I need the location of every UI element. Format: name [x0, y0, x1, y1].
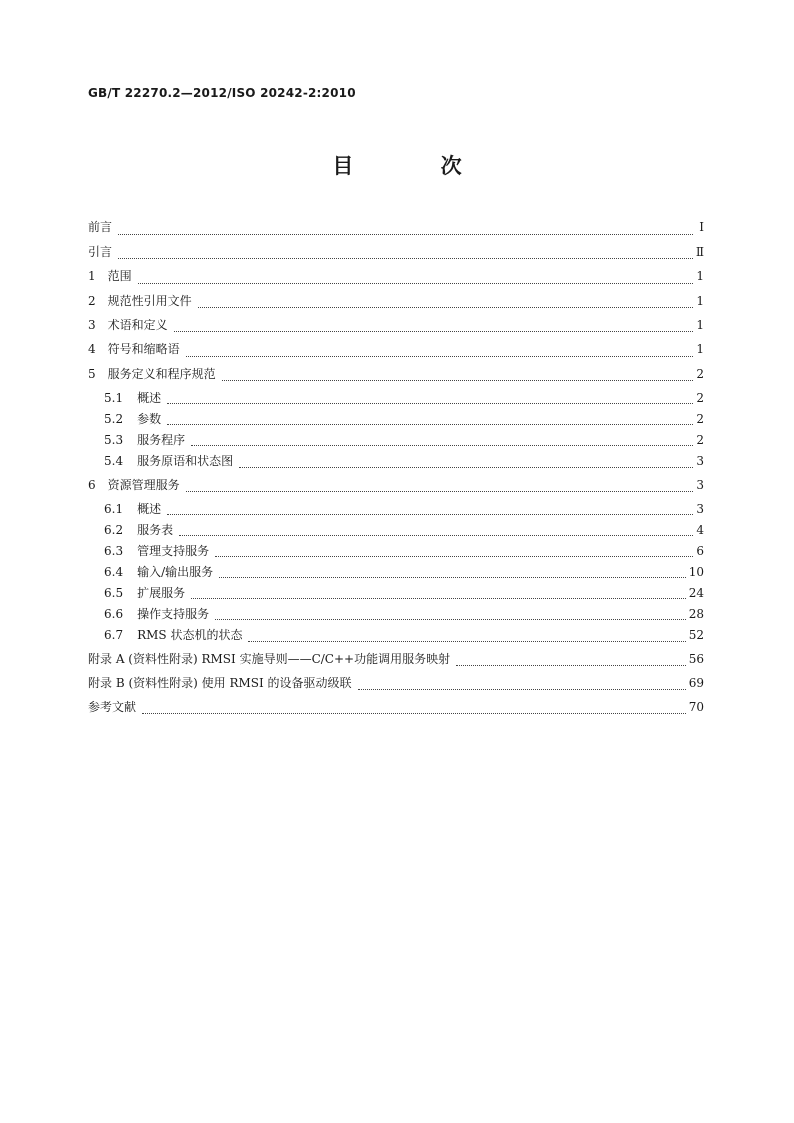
toc-leader-dots: [186, 490, 693, 492]
toc-entry-number: 6.1: [104, 502, 124, 516]
toc-page-number: 70: [688, 700, 704, 714]
toc-entry-number: 5.3: [104, 433, 124, 447]
toc-entry-label: 服务定义和程序规范: [107, 367, 216, 381]
toc-page-number: 28: [688, 607, 704, 621]
toc-entry[interactable]: [88, 584, 704, 605]
toc-entry-label: 术语和定义: [107, 318, 168, 332]
toc-entry-label: 符号和缩略语: [107, 342, 180, 356]
toc-entry-label: 输入/输出服务: [137, 565, 214, 579]
toc-entry[interactable]: [88, 243, 704, 267]
toc-page-number: 3: [696, 454, 704, 468]
toc-entry-label: 引言: [88, 245, 113, 259]
toc-entry-label: 参考文献: [88, 700, 137, 714]
toc-leader-dots: [186, 355, 693, 357]
toc-entry-label: 服务程序: [137, 433, 186, 447]
toc-entry[interactable]: [88, 521, 704, 542]
toc-leader-dots: [142, 712, 686, 714]
toc-entry-label: 前言: [88, 220, 113, 234]
toc-leader-dots: [198, 306, 693, 308]
toc-leader-dots: [118, 257, 693, 259]
toc-entry-number: 6.4: [104, 565, 124, 579]
toc-entry-number: 6.7: [104, 628, 124, 642]
toc-entry-number: 6.5: [104, 586, 124, 600]
toc-entry[interactable]: [88, 563, 704, 584]
toc-entry[interactable]: [88, 650, 704, 674]
toc-entry[interactable]: [88, 340, 704, 365]
toc-entry-number: 6.6: [104, 607, 124, 621]
toc-entry[interactable]: [88, 365, 704, 389]
toc-entry[interactable]: [88, 542, 704, 563]
toc-entry-label: 管理支持服务: [137, 544, 210, 558]
table-of-contents: [88, 218, 704, 722]
toc-entry-label: 服务原语和状态图: [137, 454, 234, 468]
toc-page-number: 24: [688, 586, 704, 600]
toc-page-number: 2: [696, 367, 704, 381]
toc-entry[interactable]: [88, 500, 704, 521]
toc-leader-dots: [358, 688, 686, 690]
toc-leader-dots: [167, 402, 693, 404]
toc-leader-dots: [456, 664, 686, 666]
toc-page-number: 1: [696, 342, 704, 356]
toc-leader-dots: [248, 640, 685, 642]
toc-entry[interactable]: [88, 218, 704, 243]
toc-entry[interactable]: [88, 674, 704, 698]
toc-leader-dots: [167, 513, 693, 515]
toc-entry[interactable]: [88, 476, 704, 500]
toc-leader-dots: [191, 597, 686, 599]
toc-entry[interactable]: [88, 605, 704, 626]
toc-entry[interactable]: [88, 626, 704, 650]
toc-entry-label: RMS 状态机的状态: [137, 628, 243, 642]
toc-entry[interactable]: [88, 316, 704, 340]
toc-page-number: 52: [688, 628, 704, 642]
toc-leader-dots: [167, 423, 693, 425]
toc-leader-dots: [138, 282, 693, 284]
page-title: 目 次: [332, 154, 502, 178]
toc-leader-dots: [239, 466, 693, 468]
toc-page-number: 3: [696, 502, 704, 516]
standard-code: GB/T 22270.2—2012/ISO 20242-2:2010: [88, 86, 356, 100]
toc-entry-label: 操作支持服务: [137, 607, 210, 621]
toc-leader-dots: [174, 330, 693, 332]
toc-entry-label: 参数: [137, 412, 162, 426]
toc-entry-label: 规范性引用文件: [107, 294, 192, 308]
toc-entry-label: 服务表: [137, 523, 174, 537]
toc-page-number: 1: [696, 294, 704, 308]
toc-leader-dots: [179, 534, 693, 536]
toc-page-number: 1: [696, 269, 704, 283]
toc-page-number: 4: [696, 523, 704, 537]
toc-entry-number: 4: [88, 342, 96, 356]
toc-leader-dots: [222, 379, 693, 381]
toc-leader-dots: [215, 555, 693, 557]
toc-page-number: 6: [696, 544, 704, 558]
toc-page-number: 2: [696, 391, 704, 405]
toc-page-number: 1: [696, 318, 704, 332]
toc-entry[interactable]: [88, 431, 704, 452]
toc-entry-label: 附录 A (资料性附录) RMSI 实施导则——C/C++功能调用服务映射: [88, 652, 451, 666]
toc-entry-label: 概述: [137, 502, 162, 516]
toc-page-number: Ⅱ: [695, 245, 704, 259]
toc-page-number: 2: [696, 433, 704, 447]
toc-entry-number: 5.1: [104, 391, 124, 405]
toc-entry-number: 6: [88, 478, 96, 492]
toc-entry[interactable]: [88, 389, 704, 410]
toc-leader-dots: [215, 618, 686, 620]
toc-page-number: 3: [696, 478, 704, 492]
toc-leader-dots: [118, 233, 693, 235]
toc-page-number: 2: [696, 412, 704, 426]
toc-leader-dots: [219, 576, 686, 578]
toc-leader-dots: [191, 444, 693, 446]
toc-entry[interactable]: [88, 698, 704, 722]
toc-entry-number: 1: [88, 269, 96, 283]
toc-entry-number: 3: [88, 318, 96, 332]
toc-entry-label: 附录 B (资料性附录) 使用 RMSI 的设备驱动级联: [88, 676, 352, 690]
toc-entry[interactable]: [88, 267, 704, 292]
toc-page-number: 69: [688, 676, 704, 690]
toc-entry-number: 5: [88, 367, 96, 381]
toc-entry-label: 扩展服务: [137, 586, 186, 600]
toc-entry-number: 6.2: [104, 523, 124, 537]
toc-page-number: Ⅰ: [699, 220, 704, 234]
toc-page-number: 56: [688, 652, 704, 666]
toc-entry-label: 范围: [107, 269, 132, 283]
toc-entry-label: 概述: [137, 391, 162, 405]
toc-entry-number: 5.2: [104, 412, 124, 426]
toc-entry-label: 资源管理服务: [107, 478, 180, 492]
toc-entry[interactable]: [88, 452, 704, 476]
toc-page-number: 10: [688, 565, 704, 579]
toc-entry-number: 5.4: [104, 454, 124, 468]
toc-entry-number: 2: [88, 294, 96, 308]
toc-entry-number: 6.3: [104, 544, 124, 558]
toc-entry[interactable]: [88, 410, 704, 431]
toc-entry[interactable]: [88, 292, 704, 316]
